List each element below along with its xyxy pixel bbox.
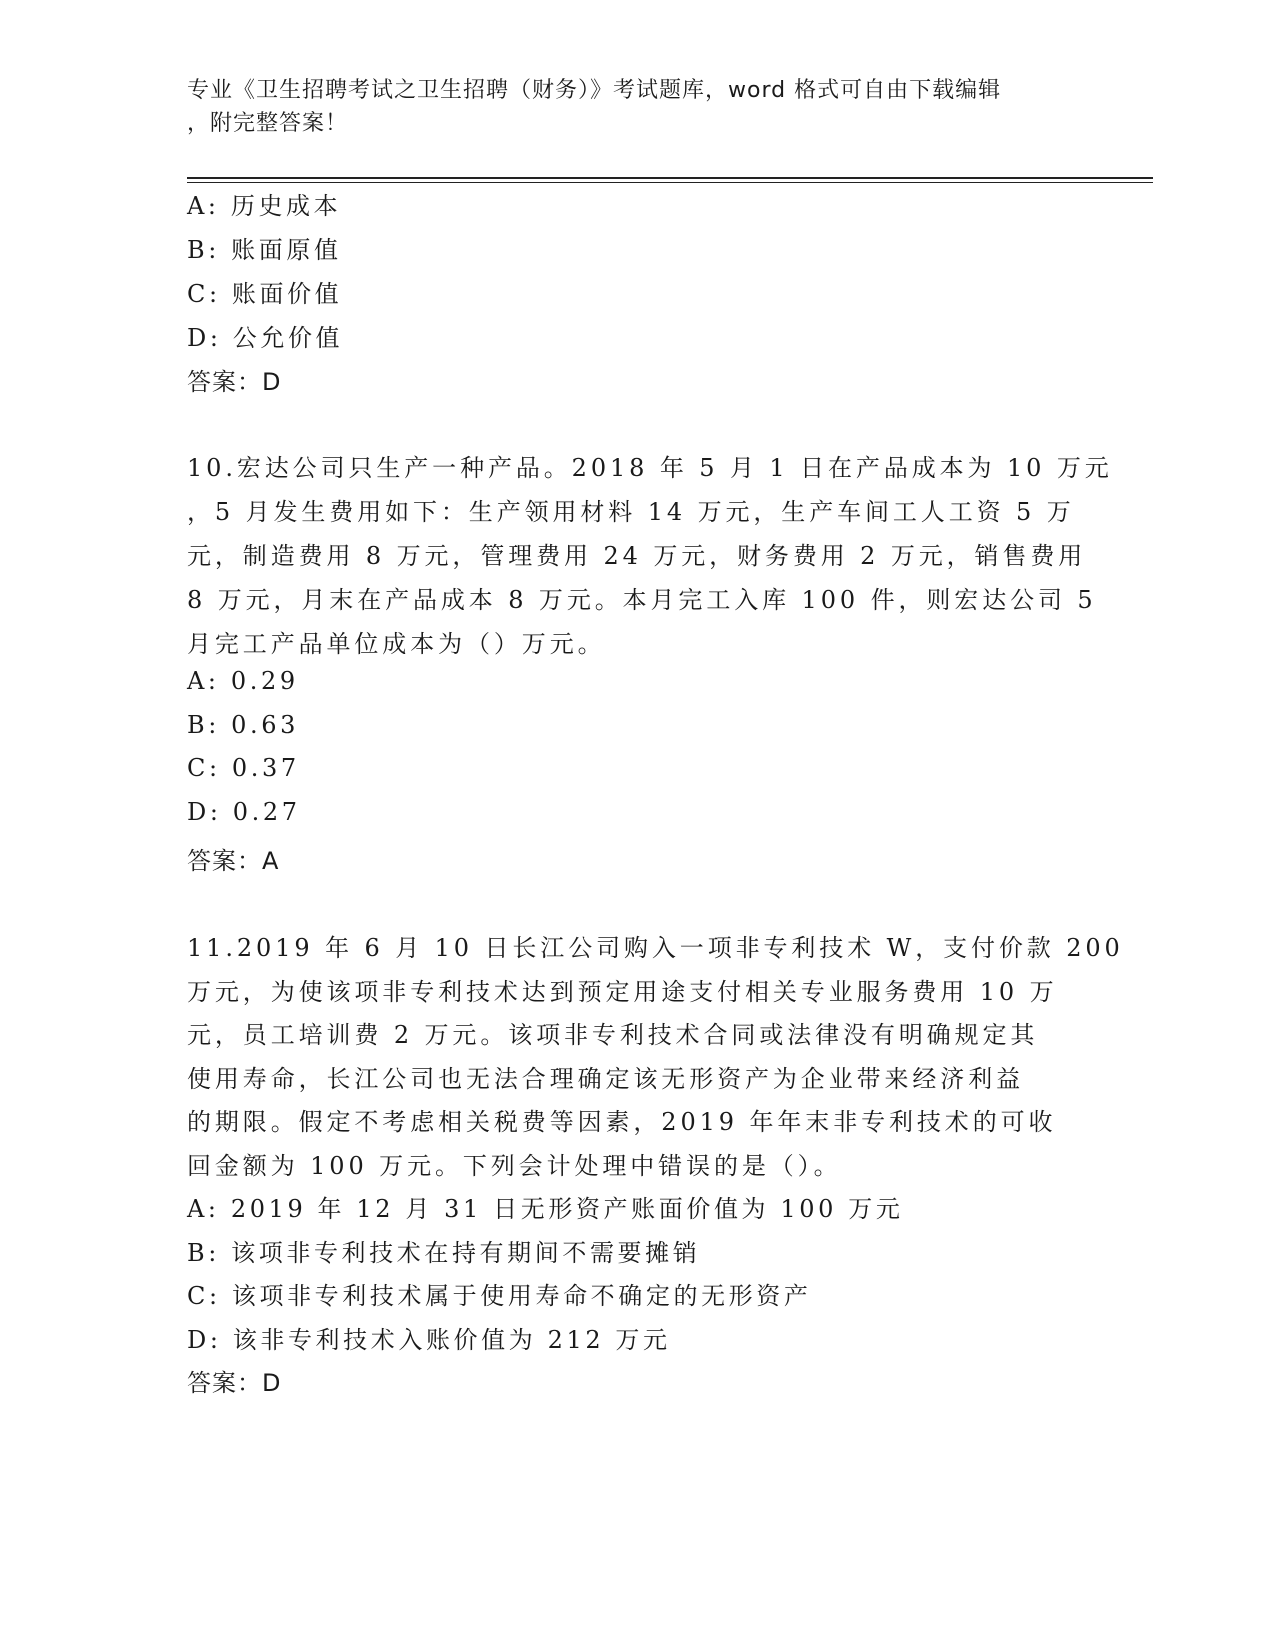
q10-text-line-2: ，5 月发生费用如下：生产领用材料 14 万元，生产车间工人工资 5 万 bbox=[187, 498, 1075, 526]
q11-option-a: A: 2019 年 12 月 31 日无形资产账面价值为 100 万元 bbox=[187, 1195, 904, 1223]
q11-text-line-3: 元，员工培训费 2 万元。该项非专利技术合同或法律没有明确规定其 bbox=[187, 1021, 1039, 1049]
q11-text-line-1: 11.2019 年 6 月 10 日长江公司购入一项非专利技术 W，支付价款 200 bbox=[187, 934, 1124, 962]
q9-answer: 答案：D bbox=[187, 368, 282, 396]
q11-answer: 答案：D bbox=[187, 1369, 282, 1397]
header-line-2: ，附完整答案！ bbox=[187, 111, 349, 136]
header-rule-thin bbox=[187, 182, 1153, 183]
q10-text-line-1: 10.宏达公司只生产一种产品。2018 年 5 月 1 日在产品成本为 10 万元 bbox=[187, 454, 1113, 482]
q10-option-d: D: 0.27 bbox=[187, 798, 301, 826]
q11-text-line-5: 的期限。假定不考虑相关税费等因素，2019 年年末非专利技术的可收 bbox=[187, 1108, 1057, 1136]
q11-text-line-4: 使用寿命，长江公司也无法合理确定该无形资产为企业带来经济利益 bbox=[187, 1065, 1024, 1093]
q10-option-a: A: 0.29 bbox=[187, 667, 299, 695]
q11-text-line-2: 万元，为使该项非专利技术达到预定用途支付相关专业服务费用 10 万 bbox=[187, 978, 1058, 1006]
q10-answer: 答案：A bbox=[187, 847, 280, 875]
q10-text-line-5: 月完工产品单位成本为（）万元。 bbox=[187, 630, 606, 658]
q10-text-line-3: 元，制造费用 8 万元，管理费用 24 万元，财务费用 2 万元，销售费用 bbox=[187, 542, 1087, 570]
q10-option-b: B: 0.63 bbox=[187, 711, 299, 739]
header-line-1: 专业《卫生招聘考试之卫生招聘（财务）》考试题库，word 格式可自由下载编辑 bbox=[187, 78, 1002, 103]
q9-option-c: C: 账面价值 bbox=[187, 280, 343, 308]
q11-option-b: B: 该项非专利技术在持有期间不需要摊销 bbox=[187, 1239, 701, 1267]
q9-option-a: A: 历史成本 bbox=[187, 192, 342, 220]
header-rule-thick bbox=[187, 177, 1153, 179]
q10-text-line-4: 8 万元，月末在产品成本 8 万元。本月完工入库 100 件，则宏达公司 5 bbox=[187, 586, 1097, 614]
q11-option-c: C: 该项非专利技术属于使用寿命不确定的无形资产 bbox=[187, 1282, 812, 1310]
q9-option-b: B: 账面原值 bbox=[187, 236, 342, 264]
page-header bbox=[187, 74, 1067, 140]
q9-option-d: D: 公允价值 bbox=[187, 324, 344, 352]
q11-text-line-6: 回金额为 100 万元。下列会计处理中错误的是（）。 bbox=[187, 1152, 842, 1180]
q11-option-d: D: 该非专利技术入账价值为 212 万元 bbox=[187, 1326, 671, 1354]
q10-option-c: C: 0.37 bbox=[187, 754, 300, 782]
